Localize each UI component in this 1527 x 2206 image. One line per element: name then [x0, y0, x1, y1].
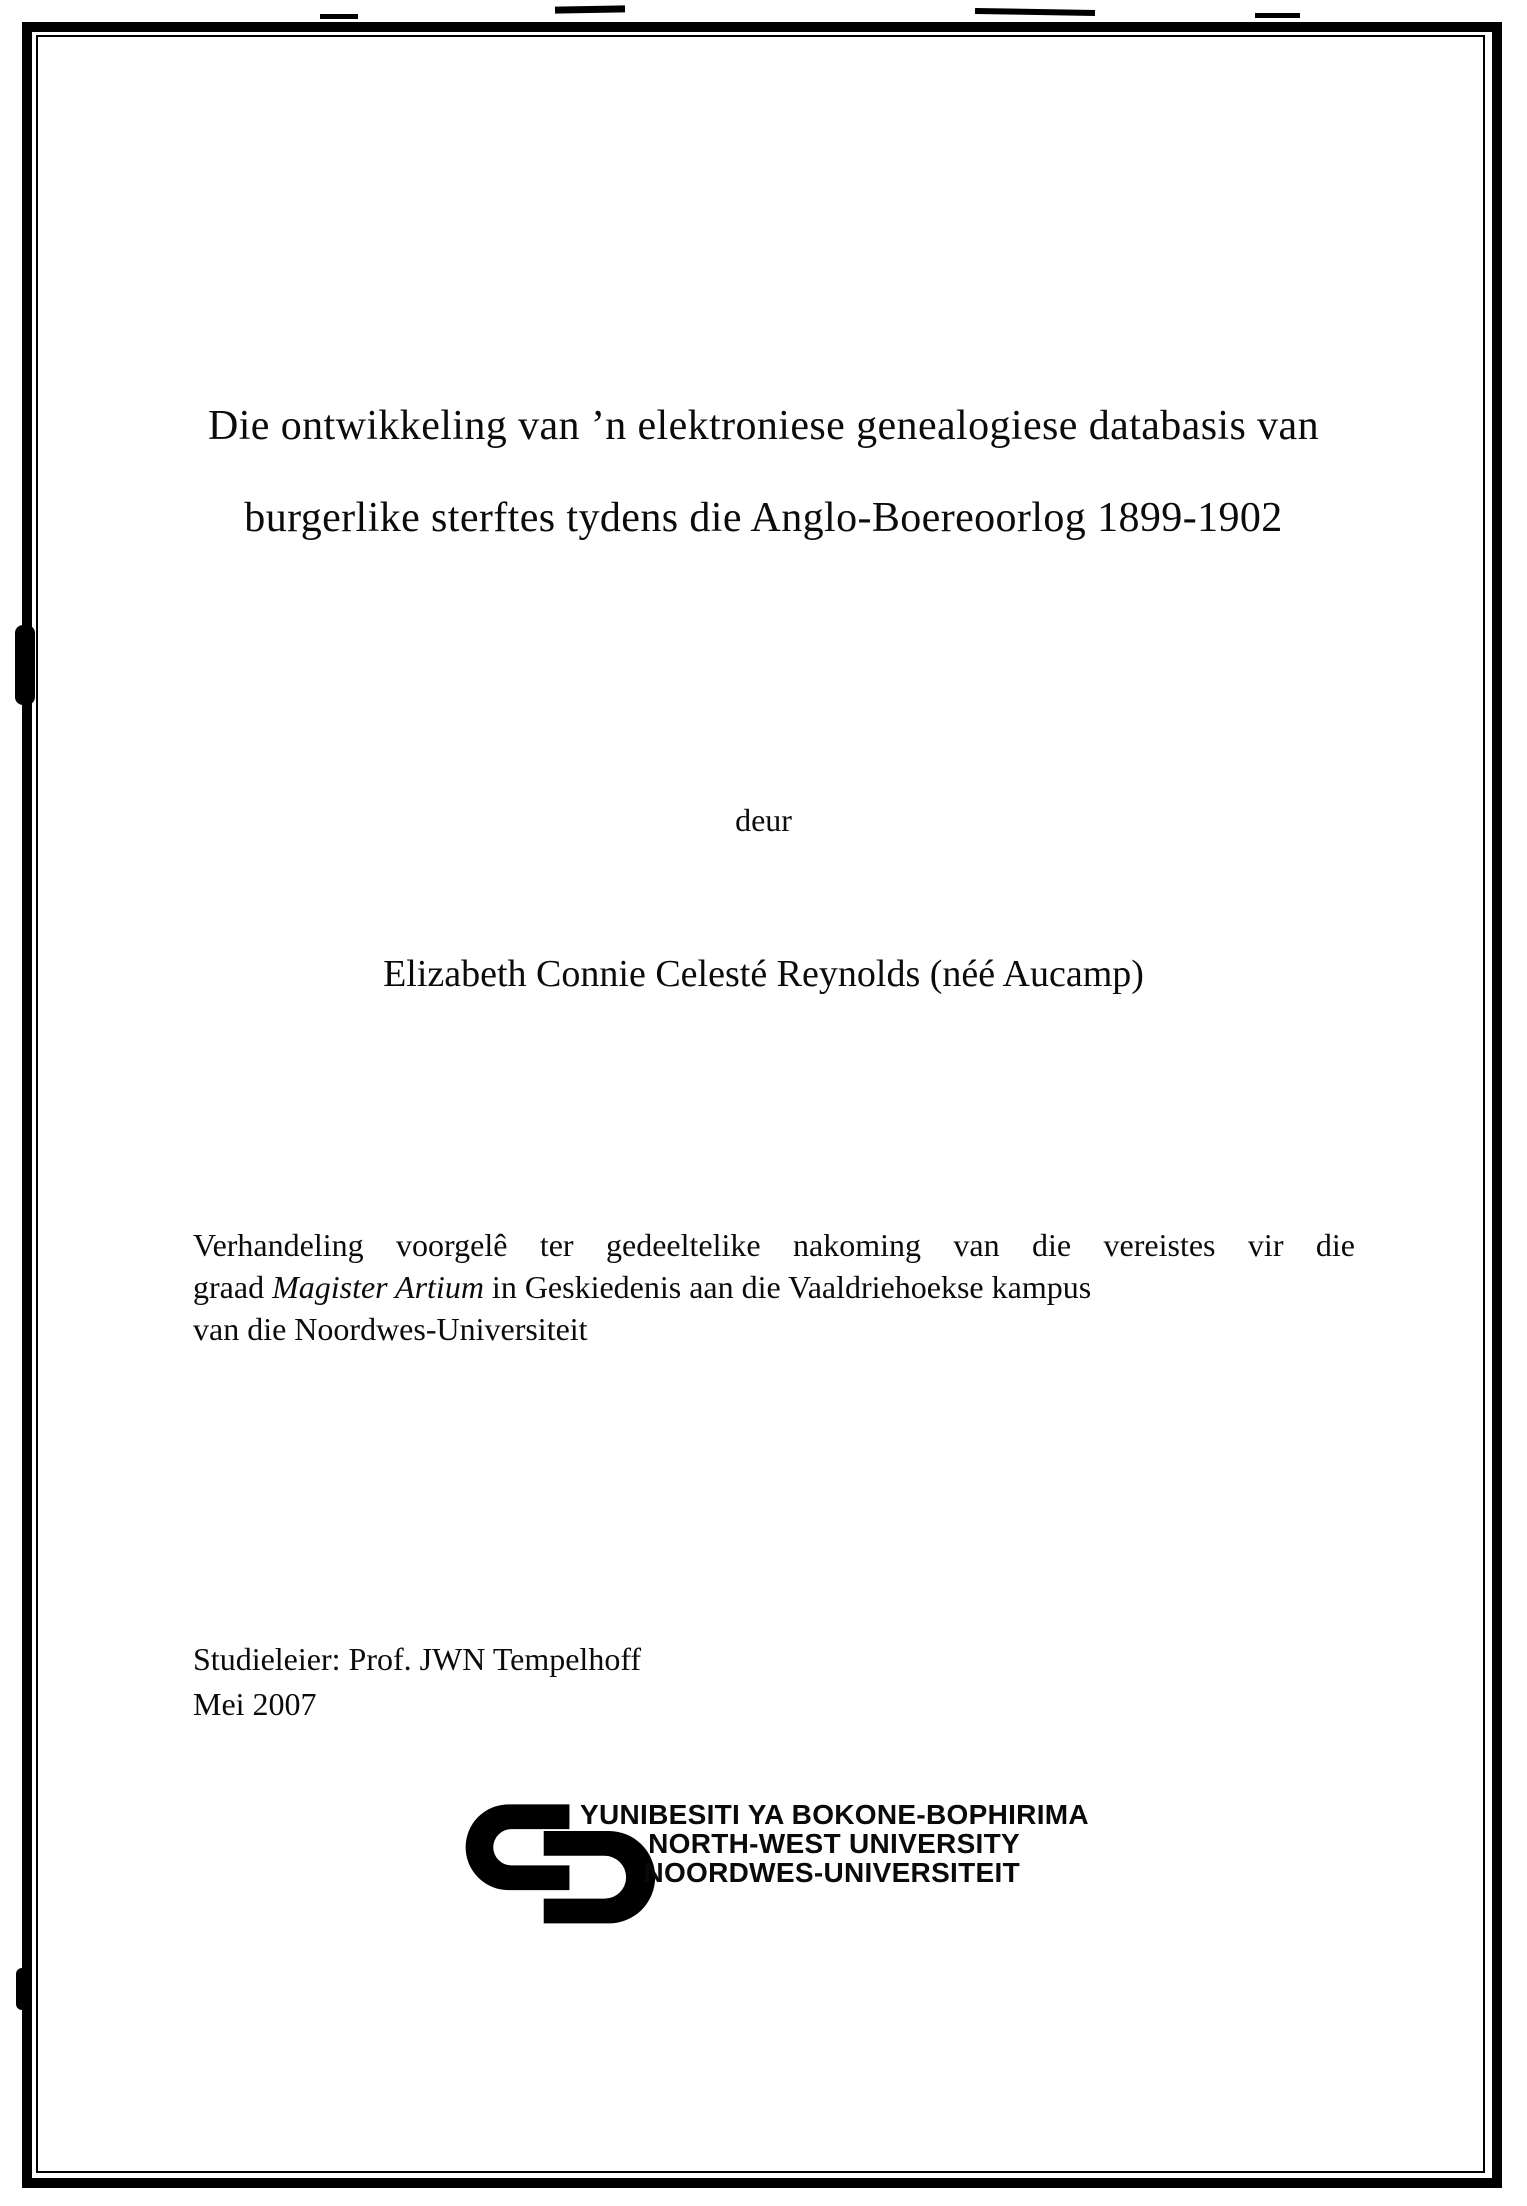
- degree-statement-line-2: [193, 1266, 1355, 1308]
- scan-artifact: [16, 1968, 32, 2010]
- degree-statement-line-1: Verhandeling voorgelê ter gedeeltelike nakoming van die vereistes vir die: [193, 1227, 1355, 1263]
- scan-artifact: [1255, 13, 1300, 18]
- university-logo-line-1: YUNIBESITI YA BOKONE-BOPHIRIMA: [580, 1799, 1089, 1830]
- supervisor-block: [193, 1637, 641, 1727]
- degree-statement-line-2-suffix: in Geskiedenis aan die Vaaldriehoekse kampus: [483, 1269, 1092, 1305]
- scan-artifact: [555, 5, 625, 13]
- byline-label: deur: [735, 802, 792, 838]
- page-title-line-2: burgerlike sterftes tydens die Anglo-Boereoorlog 1899-1902: [244, 495, 1283, 541]
- scan-artifact: [15, 625, 35, 705]
- university-logo-line-3: NOORDWES-UNIVERSITEIT: [643, 1857, 1020, 1888]
- degree-statement-line-3: van die Noordwes-Universiteit: [193, 1311, 588, 1347]
- supervisor-line: Studieleier: Prof. JWN Tempelhoff: [193, 1641, 642, 1677]
- university-logo-line-2: NORTH-WEST UNIVERSITY: [648, 1828, 1020, 1859]
- page-title: [0, 380, 1527, 564]
- scan-artifact: [975, 8, 1095, 16]
- university-logo: [458, 1795, 1089, 1955]
- university-logo-text: [580, 1799, 1089, 1888]
- degree-statement: [193, 1224, 1355, 1350]
- scan-artifact: [320, 14, 358, 19]
- author-name: Elizabeth Connie Celesté Reynolds (néé Aucamp): [383, 953, 1144, 995]
- degree-statement-line-2-prefix: graad: [193, 1269, 273, 1305]
- degree-name-italic: Magister Artium: [272, 1269, 484, 1305]
- page-title-line-1: Die ontwikkeling van ’n elektroniese genealogiese databasis van: [207, 403, 1319, 449]
- date-line: Mei 2007: [193, 1686, 317, 1722]
